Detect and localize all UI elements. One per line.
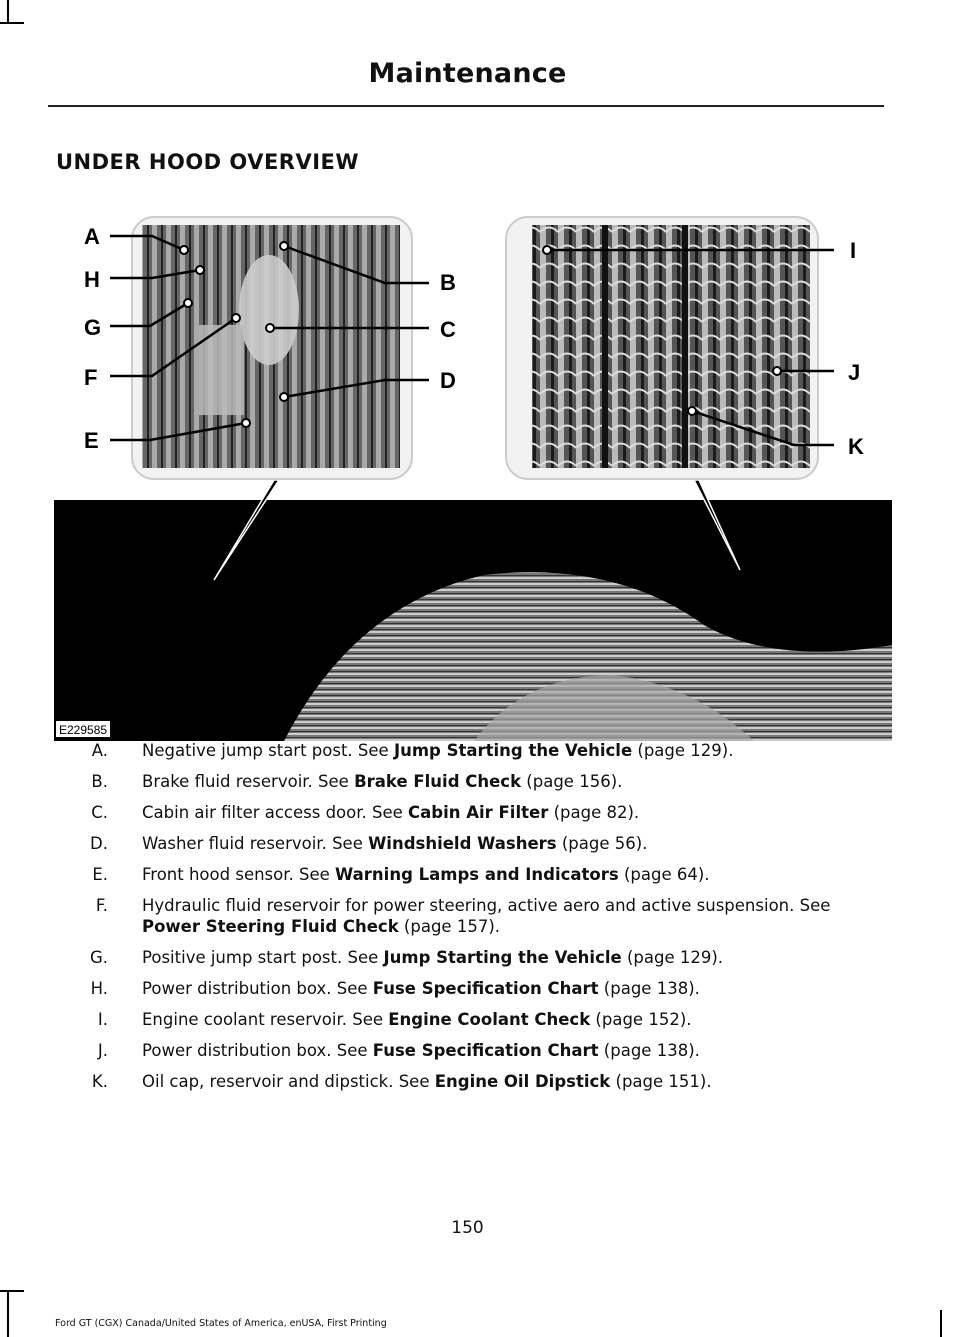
- callout-label-h: H: [84, 267, 100, 292]
- page-reference-link[interactable]: Jump Starting the Vehicle: [393, 741, 633, 760]
- callout-label-i: I: [850, 238, 857, 263]
- callout-label-a: A: [84, 224, 100, 249]
- page-reference-link[interactable]: Warning Lamps and Indicators: [335, 865, 619, 884]
- page-number: 150: [451, 1218, 484, 1238]
- page-reference-link[interactable]: Brake Fluid Check: [354, 772, 522, 791]
- crop-mark-bottom-right-v: [940, 1310, 942, 1337]
- figure-code: E229585: [59, 723, 108, 737]
- footer-text: Ford GT (CGX) Canada/United States of America, enUSA, First Printing: [55, 1318, 387, 1329]
- item-letter: D.: [90, 834, 108, 853]
- item-letter: J.: [97, 1041, 108, 1060]
- callout-label-j: J: [848, 360, 861, 385]
- item-letter: I.: [97, 1010, 108, 1029]
- item-letter: A.: [91, 741, 108, 760]
- page-header-title: Maintenance: [368, 58, 567, 89]
- item-letter: E.: [92, 865, 108, 884]
- page-reference-link[interactable]: Cabin Air Filter: [408, 803, 549, 822]
- callout-label-e: E: [84, 428, 99, 453]
- callout-label-b: B: [440, 270, 456, 295]
- callout-label-c: C: [440, 317, 456, 342]
- crop-mark-bottom-left-v: [7, 1290, 9, 1337]
- section-title: UNDER HOOD OVERVIEW: [56, 150, 360, 174]
- item-letter: B.: [91, 772, 108, 791]
- right-inset-photo: [532, 225, 810, 468]
- header-divider: [48, 105, 884, 107]
- crop-mark-top-left-v: [7, 0, 9, 24]
- crop-mark-top-left-h: [0, 22, 24, 24]
- item-letter: F.: [95, 896, 108, 915]
- page-reference-link[interactable]: Fuse Specification Chart: [372, 1041, 599, 1060]
- item-letter: H.: [90, 979, 108, 998]
- page-reference-link[interactable]: Windshield Washers: [368, 834, 557, 853]
- callout-label-d: D: [440, 368, 456, 393]
- page-reference-link[interactable]: Fuse Specification Chart: [372, 979, 599, 998]
- callout-label-g: G: [84, 315, 102, 340]
- under-hood-figure: [54, 205, 892, 741]
- page-reference-link[interactable]: Engine Oil Dipstick: [434, 1072, 611, 1091]
- item-letter: K.: [91, 1072, 108, 1091]
- page-reference-link[interactable]: Jump Starting the Vehicle: [383, 948, 622, 967]
- page-reference-link[interactable]: Power Steering Fluid Check: [142, 917, 399, 936]
- callout-label-f: F: [84, 365, 98, 390]
- item-letter: G.: [89, 948, 108, 967]
- crop-mark-bottom-left-h: [0, 1290, 24, 1292]
- page-reference-link[interactable]: Engine Coolant Check: [388, 1010, 591, 1029]
- callout-label-k: K: [848, 434, 864, 459]
- item-letter: C.: [91, 803, 108, 822]
